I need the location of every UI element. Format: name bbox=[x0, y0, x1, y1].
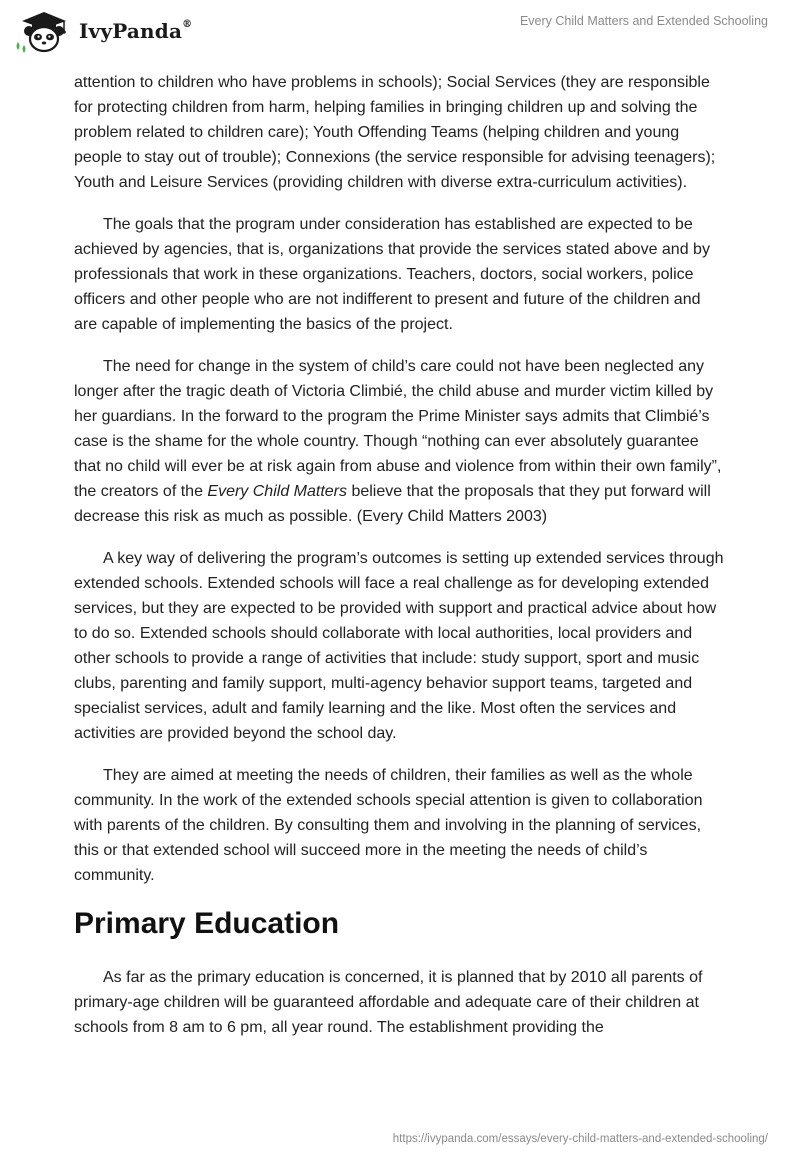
source-url[interactable]: https://ivypanda.com/essays/every-child-matters-and-extended-schooling/ bbox=[392, 1133, 768, 1145]
panda-graduate-icon bbox=[14, 9, 72, 53]
paragraph: They are aimed at meeting the needs of children, their families as well as the whole community. In the work of the extended schools special attention is given to collaboration with parents of the children. By consulting them and involving in the planning of services, this or that extended school will succeed more in the meeting the needs of child’s community. bbox=[74, 767, 703, 884]
italic-title: Every Child Matters bbox=[207, 483, 347, 500]
text-run: The need for change in the system of child’s care could not have been neglected any longer after the tragic death of Victoria Climbié, the child abuse and murder victim killed by her guardians. In the forward to the program the Prime Minister says admits that Climbié’s case is the shame for the whole country. Though “nothing can ever absolutely guarantee that no child will ever be at risk again from abuse and violence from within their own family”, the creators of the bbox=[74, 358, 722, 500]
registered-mark: ® bbox=[182, 19, 193, 31]
paragraph: A key way of delivering the program’s outcomes is setting up extended services through extended schools. Extended schools will face a real challenge as for developing extended services, but they are expected to be provided with support and practical advice about how to do so. Extended schools should collaborate with local authorities, local providers and other schools to provide a range of activities that include: study support, sport and music clubs, parenting and family support, multi-agency behavior support teams, targeted and specialist services, adult and family learning and the like. Most often the services and activities are provided beyond the school day. bbox=[74, 550, 724, 742]
paragraph-with-italic bbox=[74, 354, 726, 529]
essay-body bbox=[74, 70, 726, 1057]
ivypanda-logo[interactable] bbox=[14, 9, 192, 53]
brand-name: IvyPanda® bbox=[79, 19, 193, 43]
section-heading: Primary Education bbox=[74, 907, 340, 940]
page-header bbox=[0, 0, 800, 66]
paragraph: The goals that the program under consideration has established are expected to be achieved by agencies, that is, organizations that provide the services stated above and by professionals that work in these organizations. Teachers, doctors, social workers, police officers and other people who are not indifferent to present and future of the children and are capable of implementing the basics of the project. bbox=[74, 216, 710, 333]
paragraph: attention to children who have problems in schools); Social Services (they are responsible for protecting children from harm, helping families in bringing children up and solving the problem related to children care); Youth Offending Teams (helping children and young people to stay out of trouble); Connexions (the service responsible for advising teenagers); Youth and Leisure Services (providing children with diverse extra-curriculum activities). bbox=[74, 74, 716, 191]
document-title: Every Child Matters and Extended Schooling bbox=[519, 14, 768, 28]
paragraph: As far as the primary education is concerned, it is planned that by 2010 all parents of primary-age children will be guaranteed affordable and adequate care of their children at schools from 8 am to 6 pm, all year round. The establishment providing the bbox=[74, 969, 703, 1036]
text-run: believe that the proposals that they put forward will decrease this risk as much as possible. (Every Child Matters 2003) bbox=[74, 483, 711, 525]
